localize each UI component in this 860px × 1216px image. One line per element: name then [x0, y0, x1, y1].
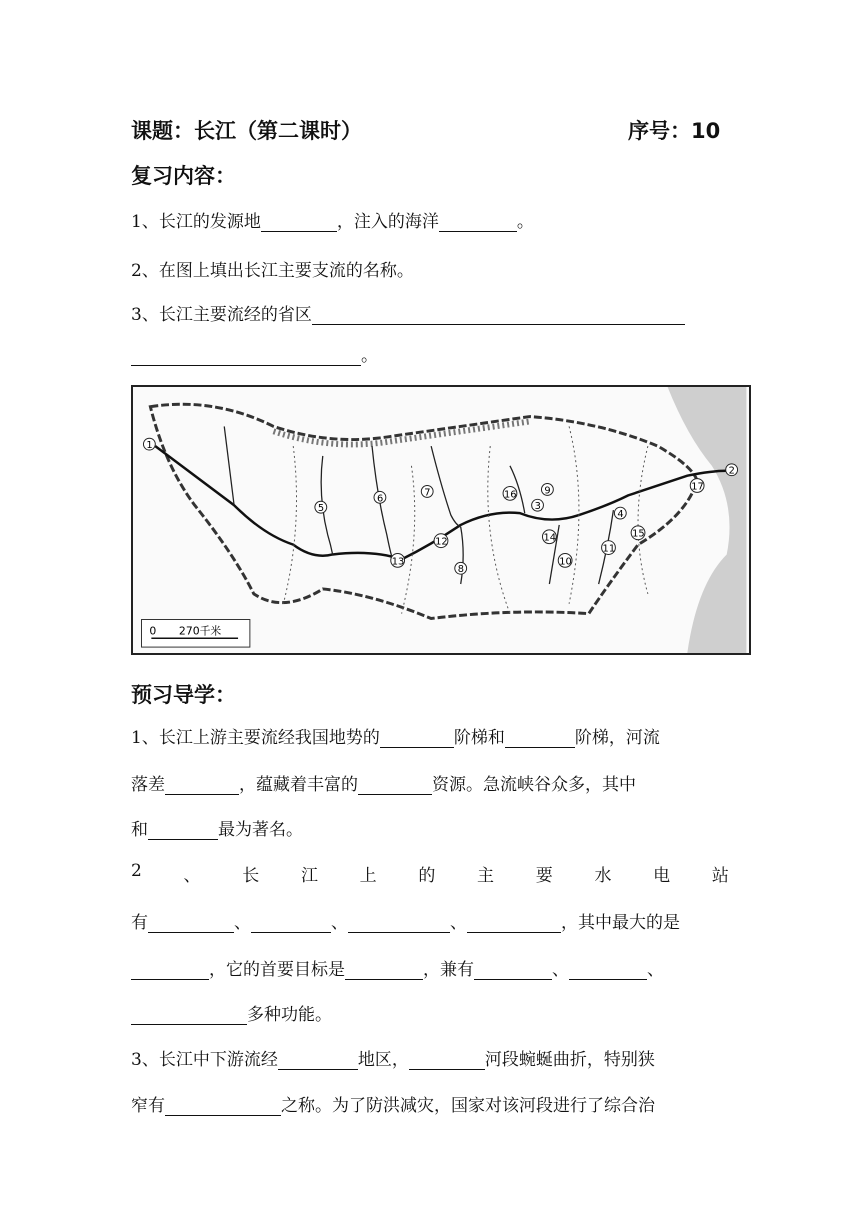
p2-sep: 、	[552, 960, 569, 980]
p2-text-b: ，其中最大的是	[561, 913, 680, 933]
p3-text-e: 之称。为了防洪减灾，国家对该河段进行了综合治	[281, 1096, 655, 1116]
answer-blank[interactable]	[467, 913, 561, 933]
answer-blank[interactable]	[251, 913, 331, 933]
answer-blank[interactable]	[131, 1005, 247, 1025]
q3-text: 3、长江主要流经的省区	[131, 305, 312, 325]
p2-text-e: 多种功能。	[247, 1005, 332, 1025]
answer-blank[interactable]	[409, 1050, 485, 1070]
answer-blank[interactable]	[278, 1050, 358, 1070]
p2-text-a: 有	[131, 913, 148, 933]
marker-label: 8	[457, 564, 465, 576]
p2-char: 主	[477, 866, 495, 886]
preview-q1-line3	[131, 815, 731, 840]
q1-text-c: 。	[516, 212, 534, 232]
p2-char: 站	[711, 866, 729, 886]
marker-label: 5	[317, 503, 325, 515]
answer-blank[interactable]	[474, 960, 552, 980]
p1-text-d: 落差	[131, 775, 165, 795]
review-question-2: 2、在图上填出长江主要支流的名称。	[131, 261, 414, 281]
marker-label: 3	[534, 501, 541, 513]
p2-text-d: ，兼有	[423, 960, 474, 980]
marker-label: 14	[543, 532, 556, 544]
preview-heading: 预习导学：	[131, 683, 236, 707]
p1-text-g: 和	[131, 820, 148, 840]
p1-text-a: 1、长江上游主要流经我国地势的	[131, 728, 380, 748]
marker-label: 10	[559, 556, 572, 568]
marker-label: 4	[617, 509, 624, 521]
lesson-topic: 课题：长江（第二课时）	[131, 119, 362, 143]
answer-blank[interactable]	[358, 775, 432, 795]
answer-blank[interactable]	[131, 346, 361, 366]
answer-blank[interactable]	[348, 913, 450, 933]
p2-sep: 、	[331, 913, 348, 933]
marker-label: 1	[146, 440, 153, 452]
p2-char: 上	[359, 866, 377, 886]
answer-blank[interactable]	[569, 960, 647, 980]
review-question-3-cont	[131, 341, 731, 366]
answer-blank[interactable]	[345, 960, 423, 980]
title-row	[131, 115, 731, 145]
p2-char: 2	[131, 861, 142, 881]
marker-label: 13	[391, 556, 405, 568]
preview-q3-line2	[131, 1091, 731, 1116]
marker-label: 2	[728, 465, 735, 477]
tributary	[224, 426, 234, 505]
q1-text-b: ，注入的海洋	[336, 212, 439, 232]
answer-blank[interactable]	[261, 212, 337, 232]
preview-q2-line1	[131, 861, 729, 886]
p3-text-b: 地区，	[357, 1050, 409, 1070]
marker-label: 17	[691, 481, 704, 493]
p1-text-h: 最为著名。	[218, 820, 303, 840]
hatched-border	[274, 421, 530, 444]
marker-label: 7	[424, 487, 431, 499]
p2-sep: 、	[450, 913, 467, 933]
preview-q2-line2	[131, 908, 731, 933]
answer-blank[interactable]	[505, 728, 575, 748]
p2-char: 江	[300, 866, 318, 886]
p2-char: 长	[242, 866, 260, 886]
yangtze-river-map	[133, 387, 749, 653]
answer-blank[interactable]	[439, 212, 517, 232]
q3-end: 。	[361, 346, 378, 366]
p2-text-c: ，它的首要目标是	[209, 960, 345, 980]
marker-label: 15	[632, 528, 645, 540]
q1-text-a: 1、长江的发源地	[131, 212, 261, 232]
answer-blank[interactable]	[312, 305, 685, 325]
sea-area	[668, 387, 747, 653]
marker-label: 12	[435, 536, 448, 548]
preview-q1-line1	[131, 723, 731, 748]
answer-blank[interactable]	[165, 1096, 281, 1116]
review-question-3	[131, 300, 731, 325]
p2-char: 要	[535, 866, 553, 886]
p2-sep: 、	[647, 960, 664, 980]
p1-text-b: 阶梯和	[453, 728, 505, 748]
p2-char: 的	[418, 866, 436, 886]
tributary	[431, 446, 461, 527]
answer-blank[interactable]	[148, 820, 218, 840]
tributary	[461, 527, 463, 584]
marker-label: 6	[376, 493, 384, 505]
p3-text-a: 3、长江中下游流经	[131, 1050, 278, 1070]
scale-bar	[142, 620, 250, 648]
answer-blank[interactable]	[165, 775, 239, 795]
answer-blank[interactable]	[131, 960, 209, 980]
review-heading: 复习内容：	[131, 164, 236, 188]
province-boundary	[283, 426, 648, 613]
scale-zero: 0	[149, 624, 157, 638]
answer-blank[interactable]	[380, 728, 454, 748]
answer-blank[interactable]	[148, 913, 234, 933]
p1-text-e: ，蕴藏着丰富的	[239, 775, 358, 795]
p3-text-d: 窄有	[131, 1096, 165, 1116]
marker-label: 9	[544, 485, 551, 497]
p2-char: 、	[183, 866, 201, 886]
preview-q3-line1	[131, 1045, 731, 1070]
preview-q2-line4	[131, 1000, 731, 1025]
p2-char: 电	[653, 866, 671, 886]
p3-text-c: 河段蜿蜒曲折，特别狭	[484, 1050, 655, 1070]
p1-text-c: 阶梯，河流	[574, 728, 660, 748]
yangtze-map	[131, 385, 751, 655]
p2-sep: 、	[234, 913, 251, 933]
review-question-1	[131, 207, 731, 232]
preview-q2-line3	[131, 955, 731, 980]
p2-char: 水	[594, 866, 612, 886]
p1-text-f: 资源。急流峡谷众多，其中	[432, 775, 636, 795]
marker-label: 11	[602, 543, 616, 555]
preview-q1-line2	[131, 770, 731, 795]
scale-label: 270千米	[178, 624, 222, 638]
marker-label: 16	[504, 489, 517, 501]
sequence-number: 序号：10	[628, 119, 721, 143]
